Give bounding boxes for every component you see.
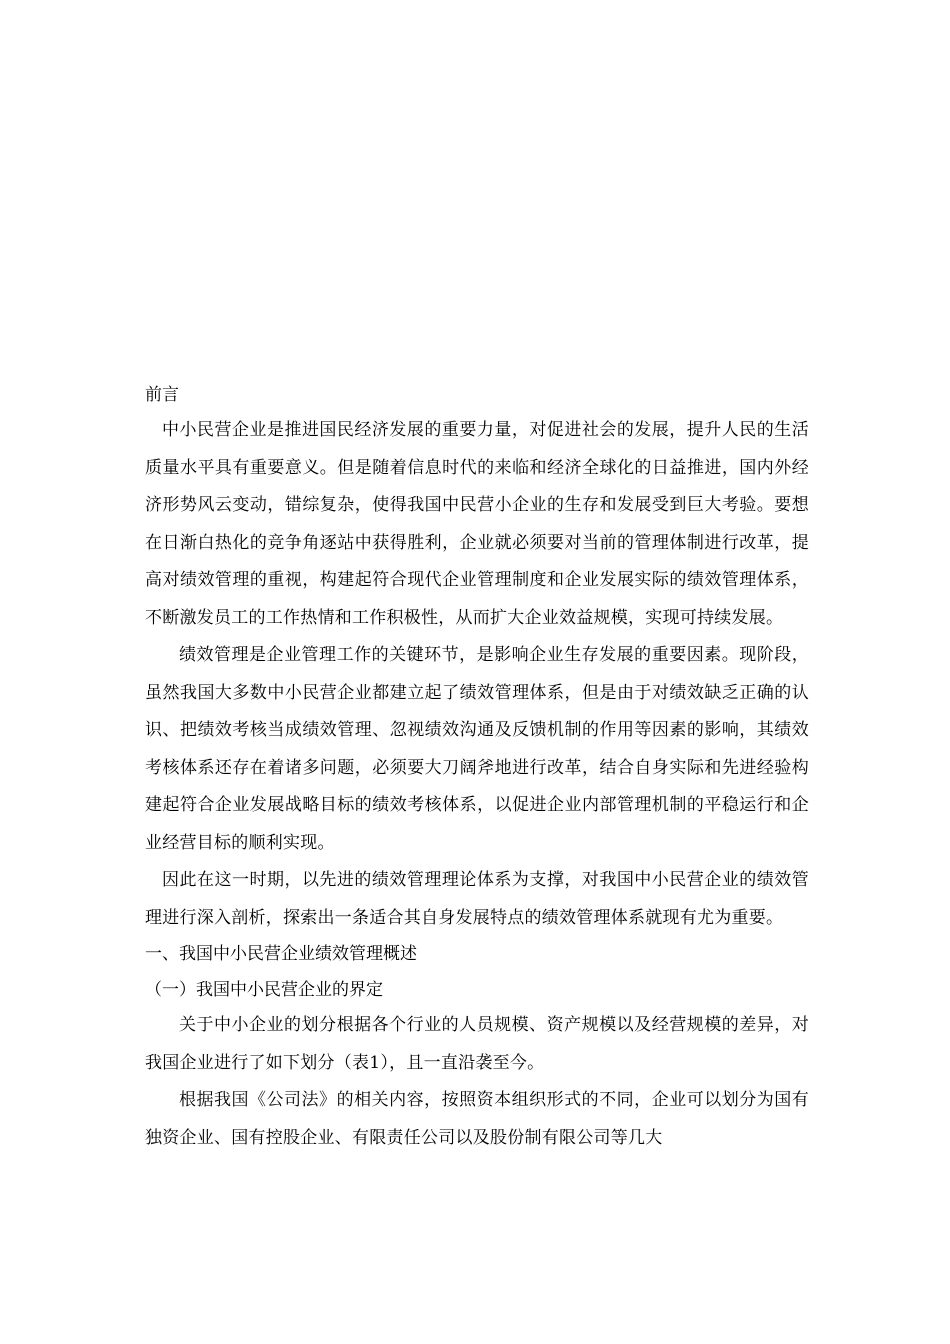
paragraph-company-law: 根据我国《公司法》的相关内容，按照资本组织形式的不同，企业可以划分为国有独资企业、国有控股企业、有限责任公司以及股份制有限公司等几大 <box>145 1090 809 1148</box>
paragraph-conclusion: 因此在这一时期，以先进的绩效管理理论体系为支撑，对我国中小民营企业的绩效管理进行深入剖析，探索出一条适合其自身发展特点的绩效管理体系就现有尤为重要。 <box>145 870 809 928</box>
preface-title: 前言 <box>145 385 179 405</box>
document-page <box>145 378 809 1157</box>
paragraph-performance: 绩效管理是企业管理工作的关键环节，是影响企业生存发展的重要因素。现阶段，虽然我国大多数中小民营企业都建立起了绩效管理体系，但是由于对绩效缺乏正确的认识、把绩效考核当成绩效管理、忽视绩效沟通及反馈机制的作用等因素的影响，其绩效考核体系还存在着诸多问题，必须要大刀阔斧地进行改革，结合自身实际和先进经验构建起符合企业发展战略目标的绩效考核体系，以促进企业内部管理机制的平稳运行和企业经营目标的顺利实现。 <box>145 645 809 853</box>
paragraph-intro: 中小民营企业是推进国民经济发展的重要力量，对促进社会的发展，提升人民的生活质量水平具有重要意义。但是随着信息时代的来临和经济全球化的日益推进，国内外经济形势风云变动，错综复杂，使得我国中民营小企业的生存和发展受到巨大考验。要想在日渐白热化的竞争角逐站中获得胜利，企业就必须要对当前的管理体制进行改革，提高对绩效管理的重视，构建起符合现代企业管理制度和企业发展实际的绩效管理体系，不断激发员工的工作热情和工作积极性，从而扩大企业效益规模，实现可持续发展。 <box>145 420 809 628</box>
subsection-title: （一）我国中小民营企业的界定 <box>145 980 383 1000</box>
paragraph-classification: 关于中小企业的划分根据各个行业的人员规模、资产规模以及经营规模的差异，对我国企业进行了如下划分（表1），且一直沿袭至今。 <box>145 1015 809 1073</box>
section-title: 一、我国中小民营企业绩效管理概述 <box>145 944 417 964</box>
